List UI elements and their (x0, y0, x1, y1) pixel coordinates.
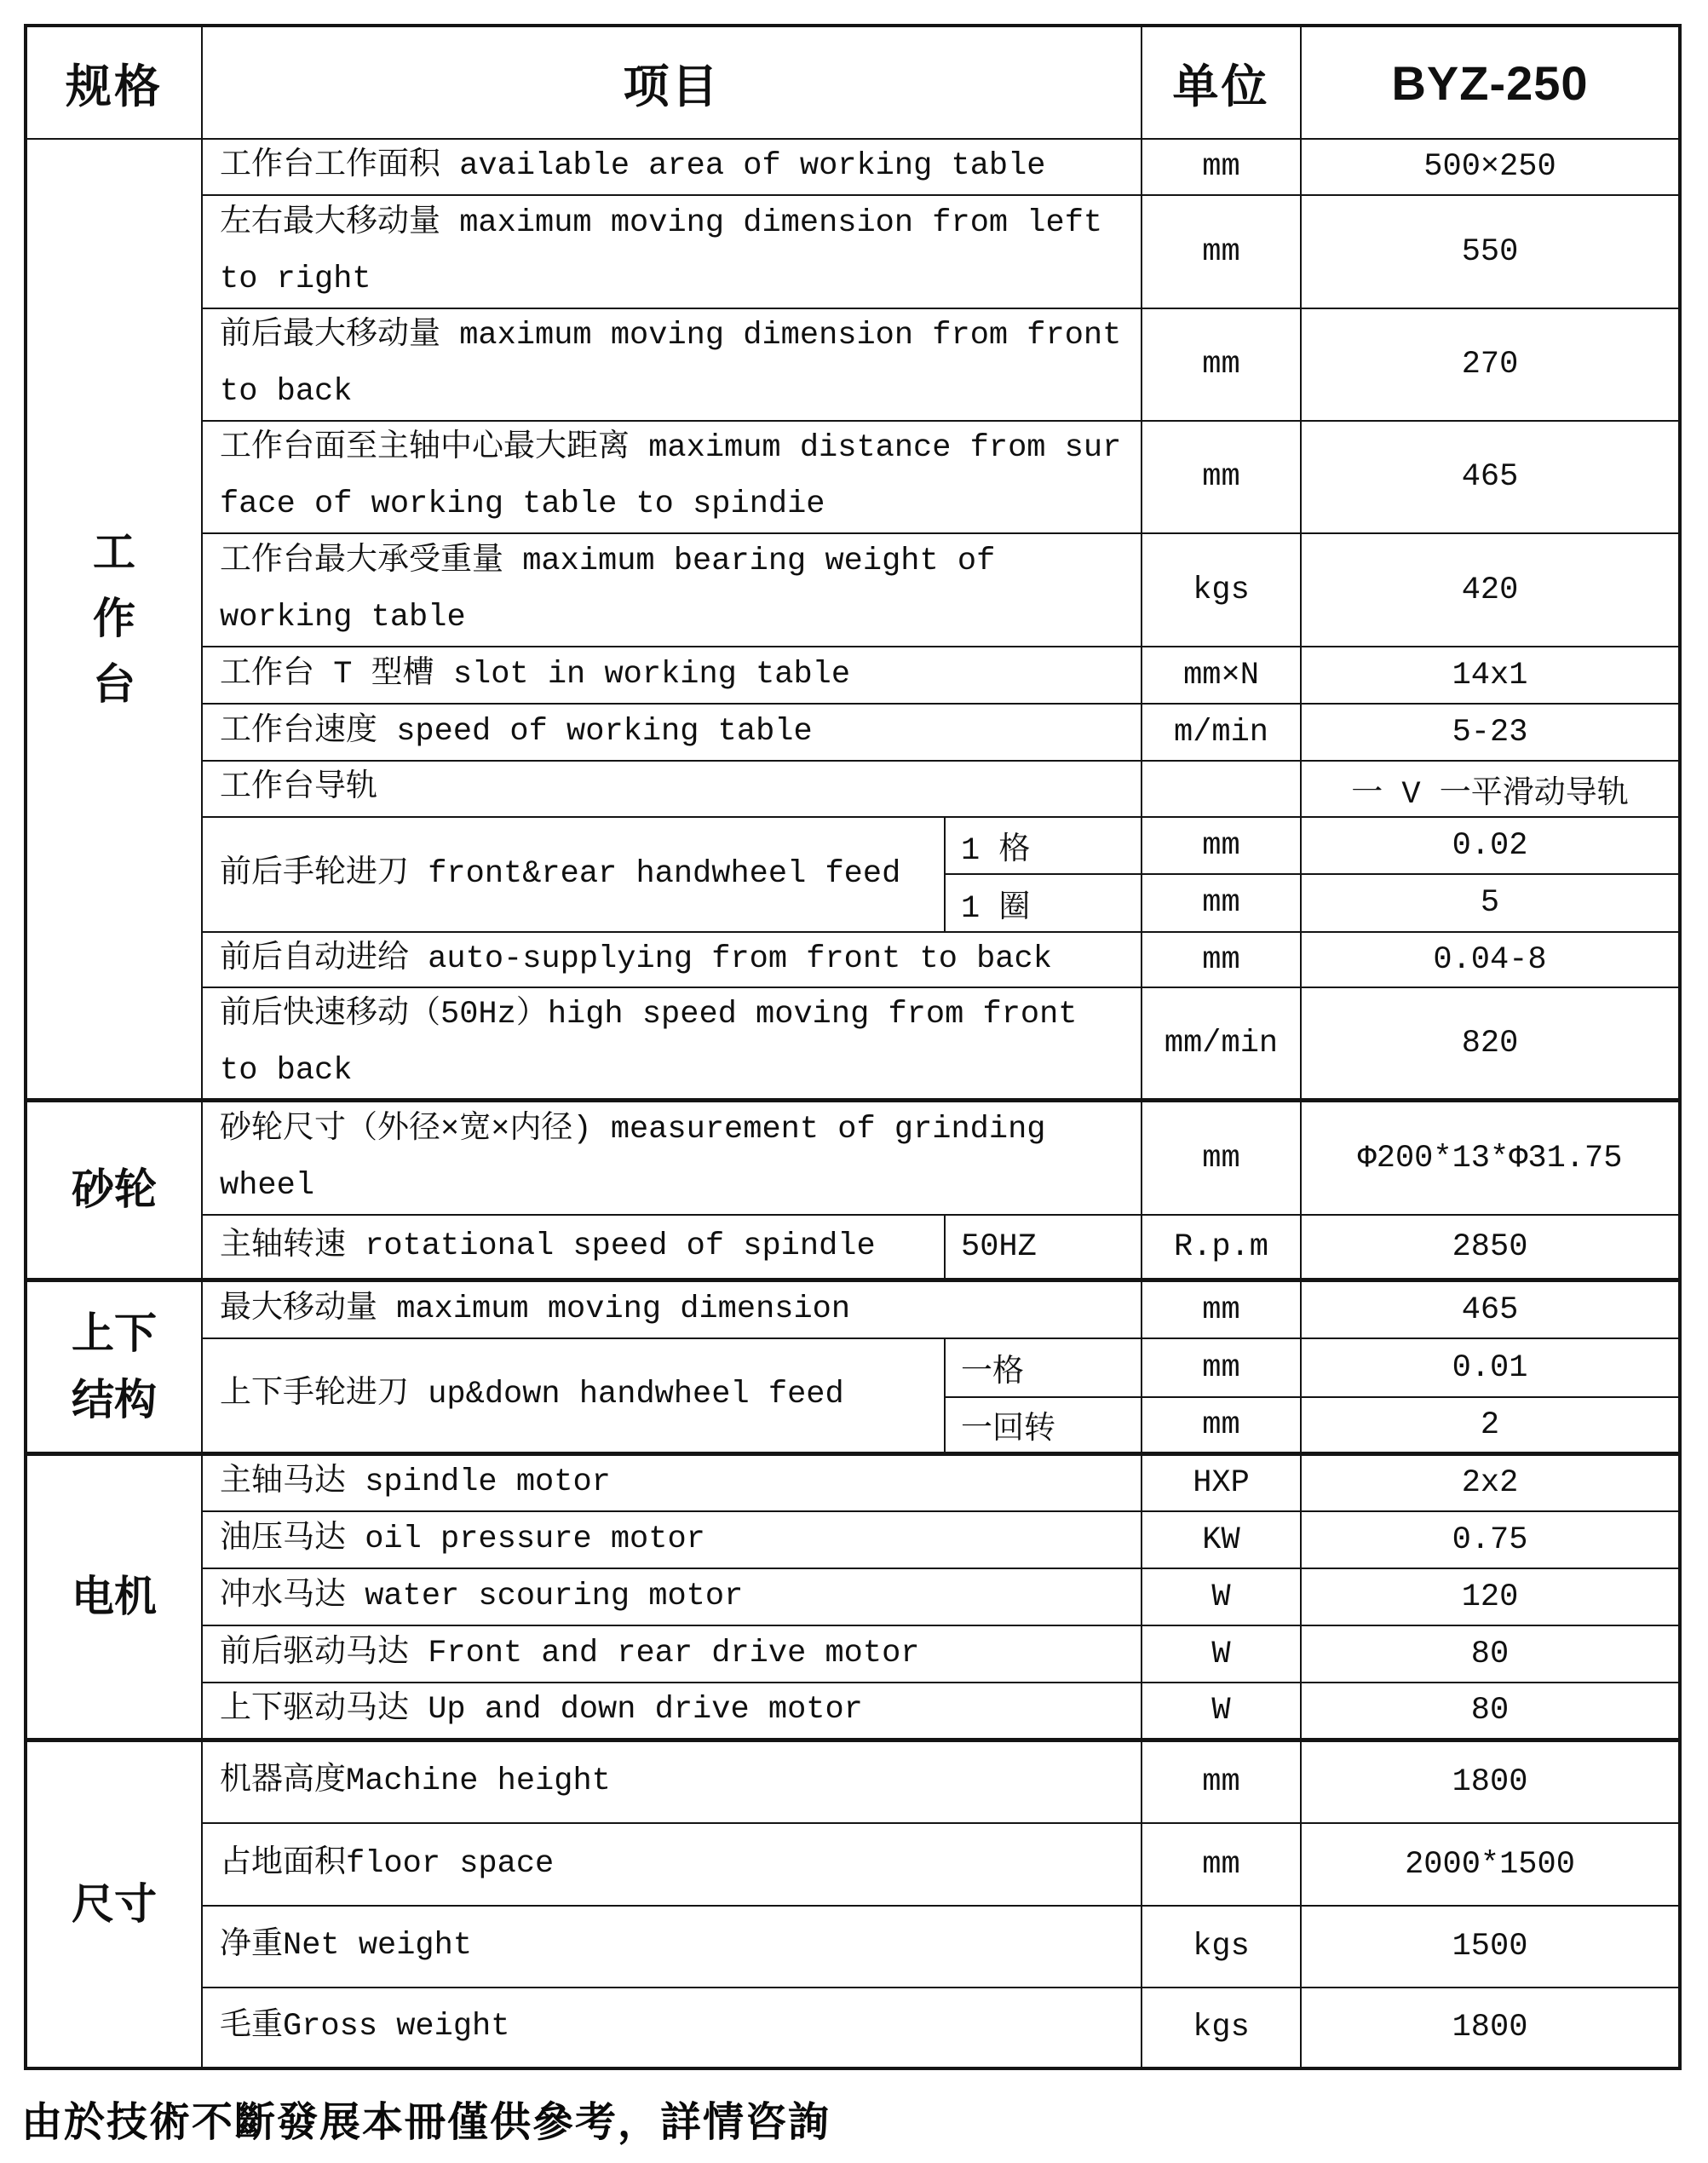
item-cell: 前后手轮进刀 front&rear handwheel feed (203, 818, 946, 933)
item-cell: 上下驱动马达 Up and down drive motor (203, 1683, 1142, 1742)
unit-cell: kgs (1142, 1907, 1302, 1988)
item-cell: 工作台工作面积 available area of working table (203, 140, 1142, 196)
value-cell: 2 (1302, 1398, 1678, 1456)
unit-cell: mm (1142, 875, 1302, 933)
unit-cell: R.p.m (1142, 1216, 1302, 1282)
unit-cell: W (1142, 1626, 1302, 1683)
unit-cell: kgs (1142, 534, 1302, 647)
section-label-worktable (27, 140, 203, 1102)
section-label-line: 结构 (72, 1375, 157, 1424)
unit-cell: W (1142, 1569, 1302, 1626)
value-cell: 一 V 一平滑动导轨 (1302, 762, 1678, 818)
unit-cell: HXP (1142, 1456, 1302, 1512)
value-cell: 5-23 (1302, 705, 1678, 762)
value-cell: 465 (1302, 1282, 1678, 1339)
value-cell: 0.01 (1302, 1339, 1678, 1398)
sub-item-cell: 一回转 (946, 1398, 1142, 1456)
unit-cell: mm (1142, 1282, 1302, 1339)
section-label-motor (27, 1456, 203, 1742)
section-label-dimensions (27, 1742, 203, 2067)
sub-item-cell: 50HZ (946, 1216, 1142, 1282)
unit-cell: mm (1142, 1398, 1302, 1456)
value-cell: 2000*1500 (1302, 1824, 1678, 1907)
unit-cell (1142, 762, 1302, 818)
value-cell: 1800 (1302, 1742, 1678, 1824)
unit-cell: mm (1142, 196, 1302, 309)
section-label-line: 电机 (72, 1572, 157, 1620)
value-cell: 550 (1302, 196, 1678, 309)
section-label-line: 砂轮 (72, 1165, 157, 1214)
sub-item-cell: 1 格 (946, 818, 1142, 875)
item-cell: 主轴马达 spindle motor (203, 1456, 1142, 1512)
value-cell: 2850 (1302, 1216, 1678, 1282)
footer-note: 由於技術不斷發展本冊僅供參考，詳情咨詢 (21, 2100, 831, 2145)
section-label-line: 上下 (72, 1309, 157, 1357)
value-cell: 80 (1302, 1626, 1678, 1683)
value-cell: 420 (1302, 534, 1678, 647)
item-cell: 油压马达 oil pressure motor (203, 1512, 1142, 1569)
section-label-line: 工 (93, 528, 135, 577)
unit-cell: mm (1142, 1339, 1302, 1398)
unit-cell: mm (1142, 309, 1302, 422)
unit-cell: mm×N (1142, 647, 1302, 705)
item-cell: 最大移动量 maximum moving dimension (203, 1282, 1142, 1339)
value-cell: Φ200*13*Φ31.75 (1302, 1102, 1678, 1216)
value-cell: 14x1 (1302, 647, 1678, 705)
value-cell: 1800 (1302, 1988, 1678, 2067)
section-label-line: 尺寸 (72, 1879, 157, 1928)
item-cell: 前后最大移动量 maximum moving dimension from front to back (203, 309, 1142, 422)
sub-item-cell: 一格 (946, 1339, 1142, 1398)
value-cell: 270 (1302, 309, 1678, 422)
item-cell: 砂轮尺寸（外径×宽×内径) measurement of grinding wheel (203, 1102, 1142, 1216)
sub-item-cell: 1 圈 (946, 875, 1142, 933)
header-unit: 单位 (1142, 27, 1302, 140)
unit-cell: mm (1142, 933, 1302, 988)
item-cell: 机器高度Machine height (203, 1742, 1142, 1824)
unit-cell: m/min (1142, 705, 1302, 762)
item-cell: 工作台面至主轴中心最大距离 maximum distance from sur face of working table to spindie (203, 422, 1142, 534)
item-cell: 左右最大移动量 maximum moving dimension from left to right (203, 196, 1142, 309)
unit-cell: mm (1142, 1824, 1302, 1907)
unit-cell: mm (1142, 422, 1302, 534)
section-label-updown-structure (27, 1282, 203, 1456)
item-cell: 前后自动进给 auto-supplying from front to back (203, 933, 1142, 988)
value-cell: 120 (1302, 1569, 1678, 1626)
item-cell: 前后快速移动（50Hz）high speed moving from front to back (203, 988, 1142, 1102)
unit-cell: KW (1142, 1512, 1302, 1569)
header-item: 项目 (203, 27, 1142, 140)
item-cell: 主轴转速 rotational speed of spindle (203, 1216, 946, 1282)
item-cell: 上下手轮进刀 up&down handwheel feed (203, 1339, 946, 1456)
item-cell: 工作台 T 型槽 slot in working table (203, 647, 1142, 705)
value-cell: 1500 (1302, 1907, 1678, 1988)
value-cell: 0.02 (1302, 818, 1678, 875)
unit-cell: kgs (1142, 1988, 1302, 2067)
section-label-line: 台 (93, 660, 135, 709)
header-spec: 规格 (27, 27, 203, 140)
item-cell: 冲水马达 water scouring motor (203, 1569, 1142, 1626)
value-cell: 80 (1302, 1683, 1678, 1742)
item-cell: 前后驱动马达 Front and rear drive motor (203, 1626, 1142, 1683)
item-cell: 毛重Gross weight (203, 1988, 1142, 2067)
item-cell: 净重Net weight (203, 1907, 1142, 1988)
unit-cell: mm (1142, 1102, 1302, 1216)
value-cell: 0.04-8 (1302, 933, 1678, 988)
item-cell: 工作台最大承受重量 maximum bearing weight of working table (203, 534, 1142, 647)
item-cell: 工作台导轨 (203, 762, 1142, 818)
value-cell: 0.75 (1302, 1512, 1678, 1569)
unit-cell: mm (1142, 1742, 1302, 1824)
header-model: BYZ-250 (1302, 27, 1678, 140)
item-cell: 占地面积floor space (203, 1824, 1142, 1907)
unit-cell: mm/min (1142, 988, 1302, 1102)
item-cell: 工作台速度 speed of working table (203, 705, 1142, 762)
value-cell: 820 (1302, 988, 1678, 1102)
unit-cell: W (1142, 1683, 1302, 1742)
spec-table (24, 24, 1682, 2070)
value-cell: 465 (1302, 422, 1678, 534)
value-cell: 2x2 (1302, 1456, 1678, 1512)
section-label-grinding-wheel (27, 1102, 203, 1282)
value-cell: 500×250 (1302, 140, 1678, 196)
section-label-line: 作 (93, 594, 135, 642)
unit-cell: mm (1142, 818, 1302, 875)
unit-cell: mm (1142, 140, 1302, 196)
value-cell: 5 (1302, 875, 1678, 933)
